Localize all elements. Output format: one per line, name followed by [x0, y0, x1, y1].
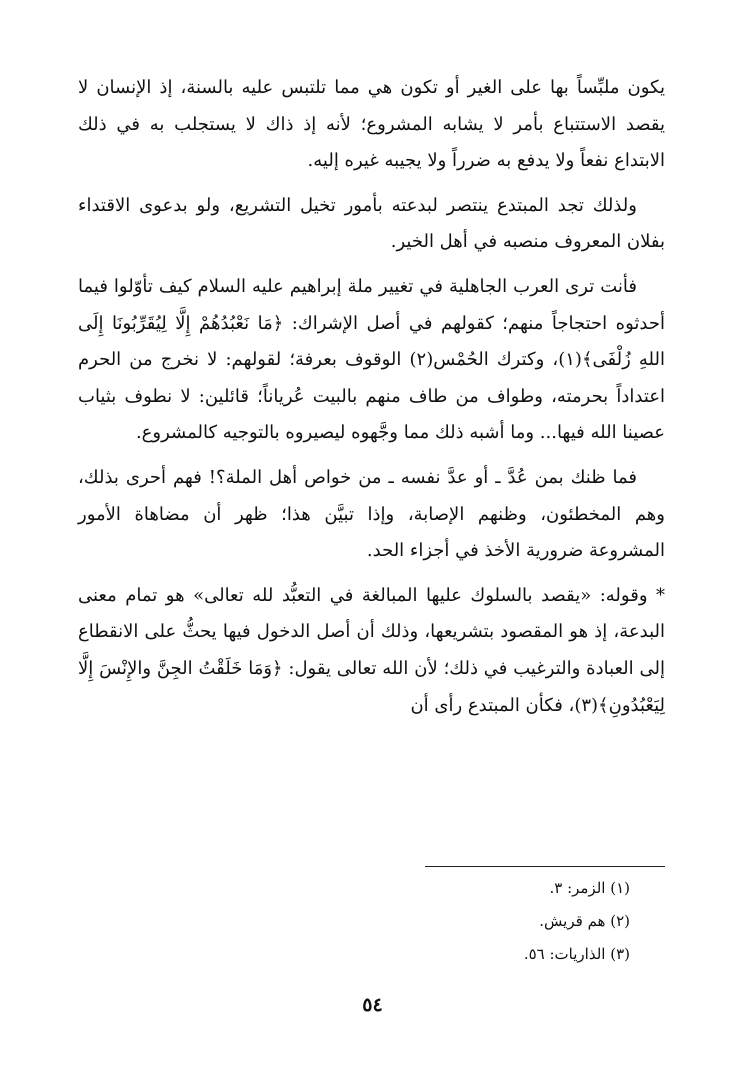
footnote-3: (٣) الذاريات: ٥٦. [523, 945, 630, 963]
main-text [78, 70, 665, 732]
paragraph-5: * وقوله: «يقصد بالسلوك عليها المبالغة في التعبُّد لله تعالى» هو تمام معنى البدعة، إذ هو المقصود بتشريعها، وذلك أن أصل الدخول فيها يحثُّ على الانقطاع إلى العبادة والترغيب في ذلك؛ لأن الله تعالى يقول: ﴿وَمَا خَلَقْتُ الجِنَّ والإِنْسَ إِلَّا لِيَعْبُدُونِ﴾(٣)، فكأن المبتدع رأى أن [78, 584, 665, 716]
footnote-1: (١) الزمر: ٣. [549, 879, 630, 897]
footnote-2: (٢) هم قريش. [539, 912, 630, 930]
paragraph-4: فما ظنك بمن عُدَّ ـ أو عدَّ نفسه ـ من خواص أهل الملة؟! فهم أحرى بذلك، وهم المخطئون، وظنهم الإصابة، وإذا تبيَّن هذا؛ ظهر أن مضاهاة الأمور المشروعة ضرورية الأخذ في أجزاء الحد. [78, 466, 665, 562]
footnote-separator [425, 866, 665, 867]
paragraph-3: فأنت ترى العرب الجاهلية في تغيير ملة إبراهيم عليه السلام كيف تأوّلوا فيما أحدثوه احتجاجاً منهم؛ كقولهم في أصل الإشراك: ﴿مَا نَعْبُدُهُمْ إِلَّا لِيُقَرِّبُونَا إِلَى اللهِ زُلْفَى﴾(١)، وكترك الحُمْس(٢) الوقوف بعرفة؛ لقولهم: لا نخرج من الحرم اعتداداً بحرمته، وطواف من طاف منهم بالبيت عُرياناً؛ قائلين: لا نطوف بثياب عصينا الله فيها... وما أشبه ذلك مما وجَّهوه ليصيروه بالتوجيه كالمشروع. [78, 275, 665, 444]
footnotes [78, 872, 665, 971]
paragraph-1: يكون ملبِّساً بها على الغير أو تكون هي مما تلتبس عليه بالسنة، إذ الإنسان لا يقصد الاستتباع بأمر لا يشابه المشروع؛ لأنه إذ ذاك لا يستجلب به في ذلك الابتداع نفعاً ولا يدفع به ضرراً ولا يجيبه غيره إليه. [78, 77, 665, 172]
page-number: ٥٤ [362, 994, 383, 1016]
paragraph-2: ولذلك تجد المبتدع ينتصر لبدعته بأمور تخيل التشريع، ولو بدعوى الاقتداء بفلان المعروف منصبه في أهل الخير. [78, 194, 665, 253]
